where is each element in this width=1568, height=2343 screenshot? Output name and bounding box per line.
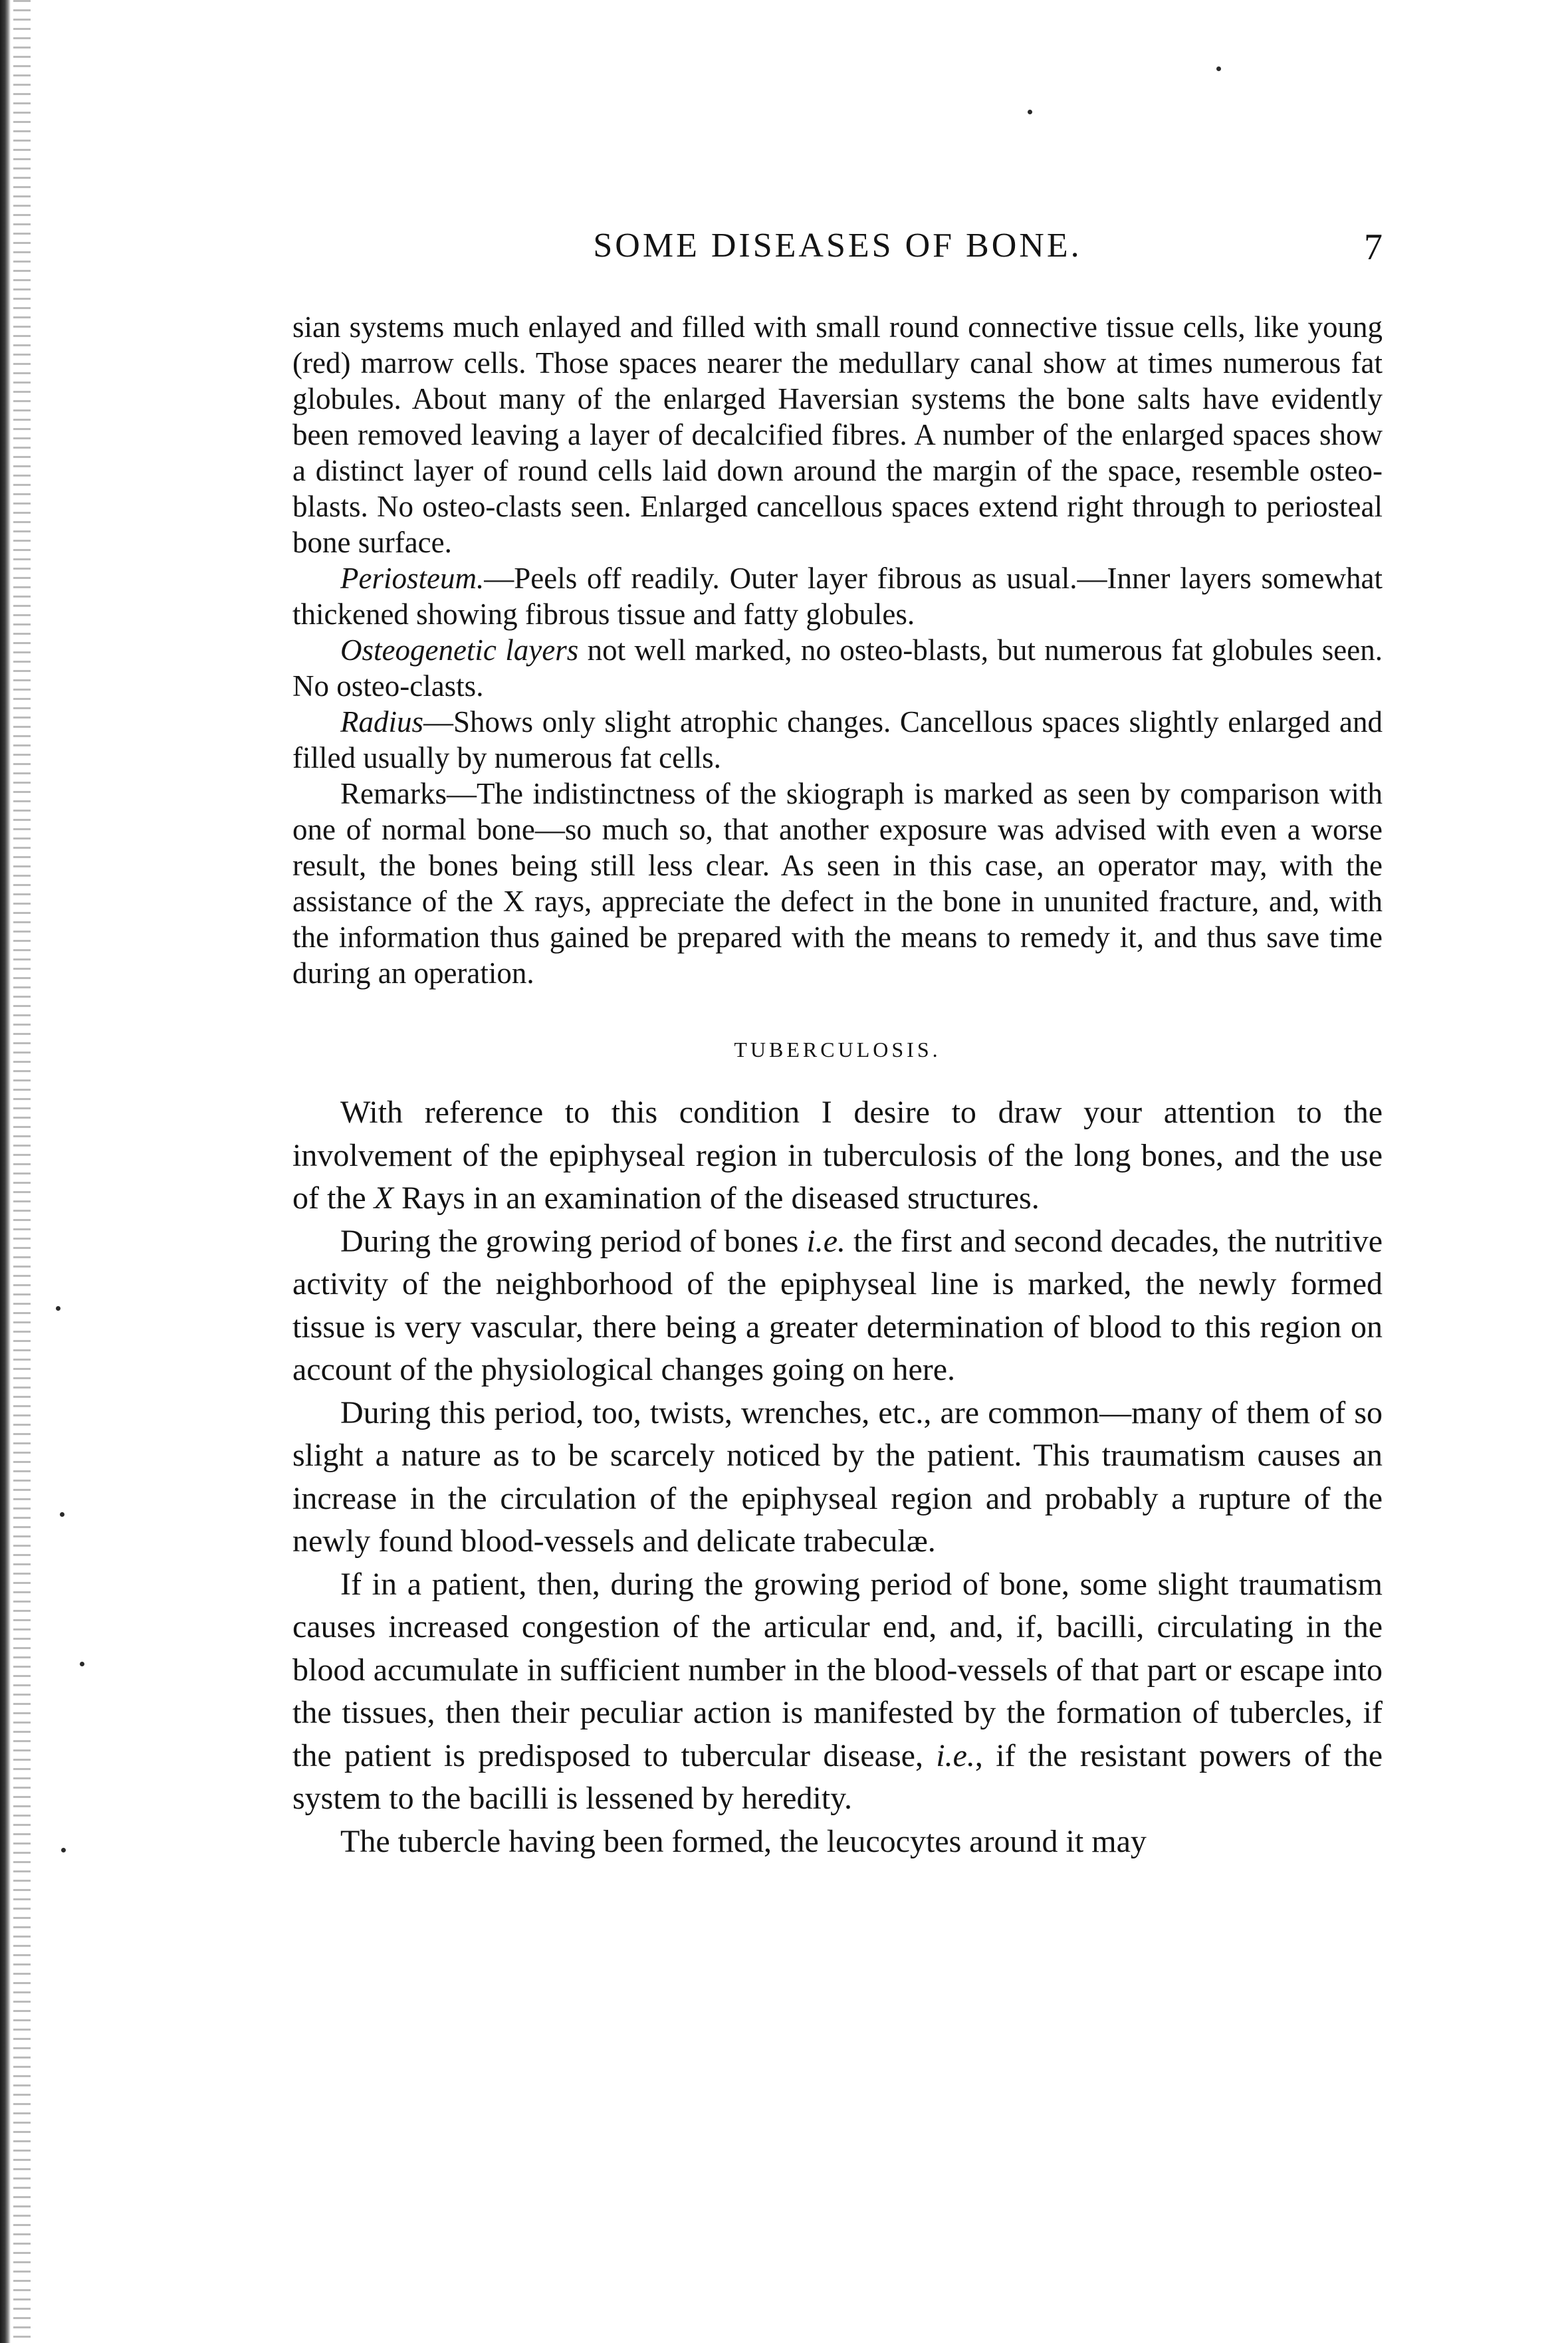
ink-speck bbox=[56, 1306, 60, 1311]
paragraph-haversian bbox=[292, 309, 1383, 560]
paragraph-growing-period bbox=[292, 1220, 1383, 1392]
paragraph-remarks bbox=[292, 776, 1383, 991]
paragraph-radius bbox=[292, 704, 1383, 776]
paragraph-label: Radius bbox=[340, 705, 424, 738]
ink-speck bbox=[1216, 66, 1221, 71]
paragraph-bacilli bbox=[292, 1563, 1383, 1821]
paragraph-osteogenetic-layers bbox=[292, 632, 1383, 704]
paragraph-italic: i.e. bbox=[936, 1737, 975, 1773]
page-binding-shadow bbox=[13, 0, 31, 2343]
paragraph-text: Rays in an examination of the diseased structures. bbox=[393, 1180, 1040, 1216]
ink-speck bbox=[1028, 110, 1032, 114]
running-title: SOME DISEASES OF BONE. bbox=[593, 227, 1082, 265]
ink-speck bbox=[61, 1848, 66, 1852]
paragraph-text: sian systems much enlayed and filled with small round connective tissue cells, like young (red) marrow cells. Those spaces nearer the medullary canal show at times numerous fat globules. About many of the enlarged Haversian systems the bone salts have evidently been removed leaving a layer of decalcified fibres. A number of the enlarged spaces show a distinct layer of round cells laid down around the margin of the space, resemble osteo-blasts. No osteo-clasts seen. Enlarged cancellous spaces extend right through to periosteal bone surface. bbox=[292, 310, 1383, 559]
ink-speck bbox=[60, 1512, 64, 1517]
page-body bbox=[292, 309, 1383, 1863]
paragraph-text: , if the resistant powers of the system to the bacilli is lessened by heredity. bbox=[292, 1737, 1383, 1816]
ink-speck bbox=[80, 1662, 84, 1666]
paragraph-traumatism bbox=[292, 1392, 1383, 1563]
page-binding-edge bbox=[0, 0, 11, 2343]
paragraph-text: —Peels off readily. Outer layer fibrous as usual.—Inner layers somewhat thickened showing fibrous tissue and fatty globules. bbox=[292, 562, 1383, 631]
paragraph-text: not well marked, no osteo-blasts, but numerous fat globules seen. No osteo-clasts. bbox=[292, 633, 1383, 703]
paragraph-tubercle bbox=[292, 1821, 1383, 1864]
paragraph-text: If in a patient, then, during the growing period of bone, some slight traumatism causes increased congestion of the articular end, and, if, bacilli, circulating in the blood accumulate in sufficient number in the blood-vessels of that part or escape into the tissues, then their peculiar action is manifested by the formation of tubercles, if the patient is predisposed to tubercular disease, bbox=[292, 1566, 1383, 1773]
paragraph-label: Periosteum. bbox=[340, 562, 485, 595]
paragraph-italic: i.e. bbox=[806, 1223, 846, 1259]
section-heading: TUBERCULOSIS. bbox=[734, 1038, 941, 1061]
paragraph-text: During the growing period of bones bbox=[340, 1223, 807, 1259]
running-head bbox=[292, 226, 1383, 279]
paragraph-text: The tubercle having been formed, the leucocytes around it may bbox=[340, 1823, 1147, 1859]
paragraph-text: With reference to this condition I desire to draw your attention to the involvement of the epiphyseal region in tuberculosis of the long bones, and the use of the bbox=[292, 1095, 1383, 1216]
paragraph-text: During this period, too, twists, wrenches, etc., are common—many of them of so slight a nature as to be scarcely noticed by the patient. This traumatism causes an increase in the circulation of the epiphyseal region and probably a rupture of the newly found blood-vessels and delicate trabeculæ. bbox=[292, 1395, 1383, 1559]
paragraph-italic: X bbox=[374, 1180, 393, 1216]
paragraph-label: Osteogenetic layers bbox=[340, 633, 579, 667]
page-number: 7 bbox=[1364, 227, 1383, 268]
paragraph-reference bbox=[292, 1091, 1383, 1220]
paragraph-text: the first and second decades, the nutritive activity of the neighborhood of the epiphyseal line is marked, the newly formed tissue is very vascular, there being a greater determination of blood to this region on account of the physiological changes going on here. bbox=[292, 1223, 1383, 1387]
paragraph-text: —Shows only slight atrophic changes. Cancellous spaces slightly enlarged and filled usually by numerous fat cells. bbox=[292, 705, 1383, 774]
paragraph-text: Remarks—The indistinctness of the skiograph is marked as seen by comparison with one of normal bone—so much so, that another exposure was advised with even a worse result, the bones being still less clear. As seen in this case, an operator may, with the assistance of the X rays, appreciate the defect in the bone in ununited fracture, and, with the information thus gained be prepared with the means to remedy it, and thus save time during an operation. bbox=[292, 777, 1383, 990]
paragraph-periosteum bbox=[292, 560, 1383, 632]
